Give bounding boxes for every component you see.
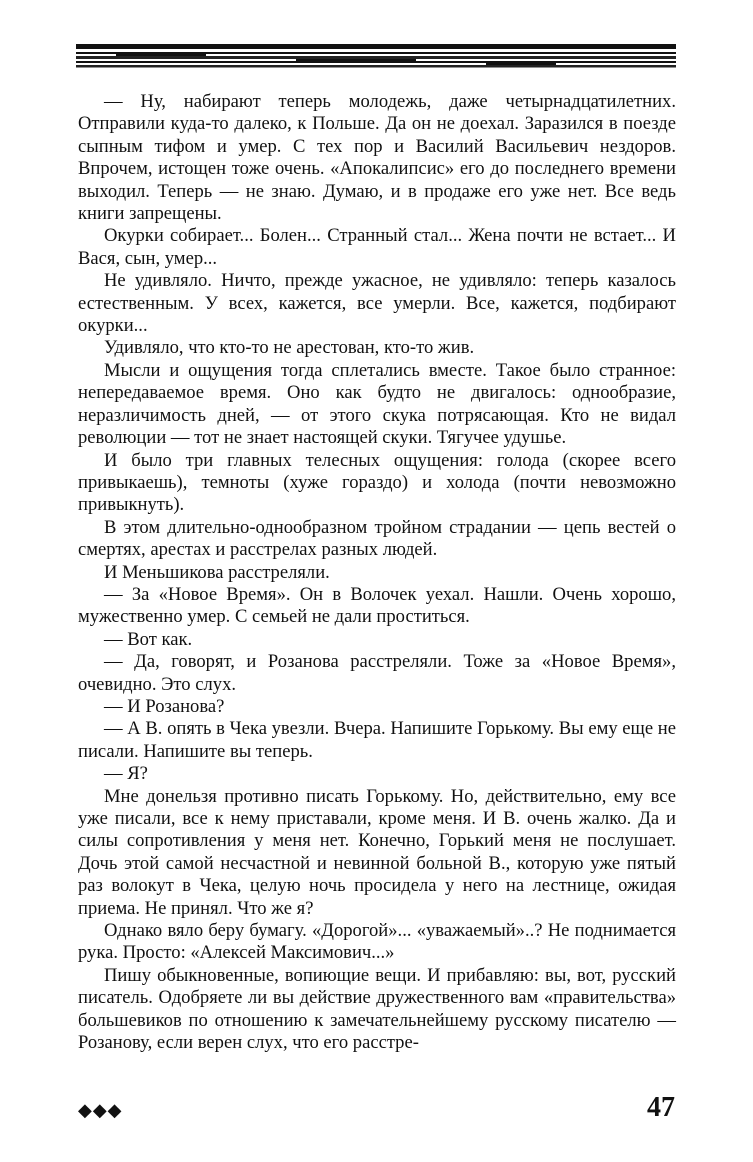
page-number: 47 [647,1092,675,1123]
paragraph: — Да, говорят, и Розанова расстреляли. Тоже за «Новое Время», очевидно. Это слух. [78,651,676,695]
paragraph: Пишу обыкновенные, вопиющие вещи. И прибавляю: вы, вот, русский писатель. Одобряете ли вы действие дружественного вам «правительства» большевиков по отношению к замечательнейшему русскому писателю — Розанову, если верен слух, что его расстре- [78,964,676,1054]
body-text [78,91,676,1054]
paragraph: — А В. опять в Чека увезли. Вчера. Напишите Горькому. Вы ему еще не писали. Напишите вы теперь. [78,718,676,762]
paragraph: Однако вяло беру бумагу. «Дорогой»... «уважаемый»..? Не поднимается рука. Просто: «Алексей Максимович...» [78,920,676,964]
paragraph: — Вот как. [104,628,193,650]
header-decorative-rule [76,44,676,70]
paragraph: — И Розанова? [104,695,225,717]
paragraph: Не удивляло. Ничто, прежде ужасное, не удивляло: теперь казалось естественным. У всех, кажется, все умерли. Все, кажется, подбирают окурки... [78,270,676,337]
paragraph: — Ну, набирают теперь молодежь, даже четырнадцатилетних. Отправили куда-то далеко, к Польше. Да он не доехал. Заразился в поезде сыпным тифом и умер. С тех пор и Василий Васильевич нездоров. Впрочем, истощен тоже очень. «Апокалипсис» его до последнего времени выходил. Теперь — не знаю. Думаю, и в продаже его уже нет. Все ведь книги запрещены. [78,91,676,225]
paragraph: Мне донельзя противно писать Горькому. Но, действительно, ему все уже писали, все к нему приставали, кроме меня. И В. очень жалко. Да и силы сопротивления у меня нет. Конечно, Горький меня не послушает. Дочь этой самой несчастной и невинной больной В., которую уже пятый раз волокут в Чека, целую ночь просидела у него на лестнице, ожидая приема. Не принял. Что же я? [78,785,676,919]
paragraph: Мысли и ощущения тогда сплетались вместе. Такое было странное: непередаваемое время. Оно как будто не двигалось: однообразие, неразличимость дней, — от этого скука потрясающая. Кто не видал революции — тот не знает настоящей скуки. Тягучее удушье. [78,359,676,449]
paragraph: В этом длительно-однообразном тройном страдании — цепь вестей о смертях, арестах и расстрелах разных людей. [78,516,676,561]
paragraph: — За «Новое Время». Он в Волочек уехал. Нашли. Очень хорошо, мужественно умер. С семьей не дали проститься. [78,583,676,628]
paragraph: — Я? [104,763,148,785]
paragraph: И было три главных телесных ощущения: голода (скорее всего привыкаешь), темноты (хуже гораздо) и холода (почти невозможно привыкнуть). [78,449,676,516]
paragraph: Удивляло, что кто-то не арестован, кто-то жив. [104,337,475,359]
footer-ornament: ◆◆◆ [78,1100,123,1120]
paragraph: Окурки собирает... Болен... Странный стал... Жена почти не встает... И Вася, сын, умер... [78,225,676,269]
paragraph: И Меньшикова расстреляли. [104,561,330,583]
